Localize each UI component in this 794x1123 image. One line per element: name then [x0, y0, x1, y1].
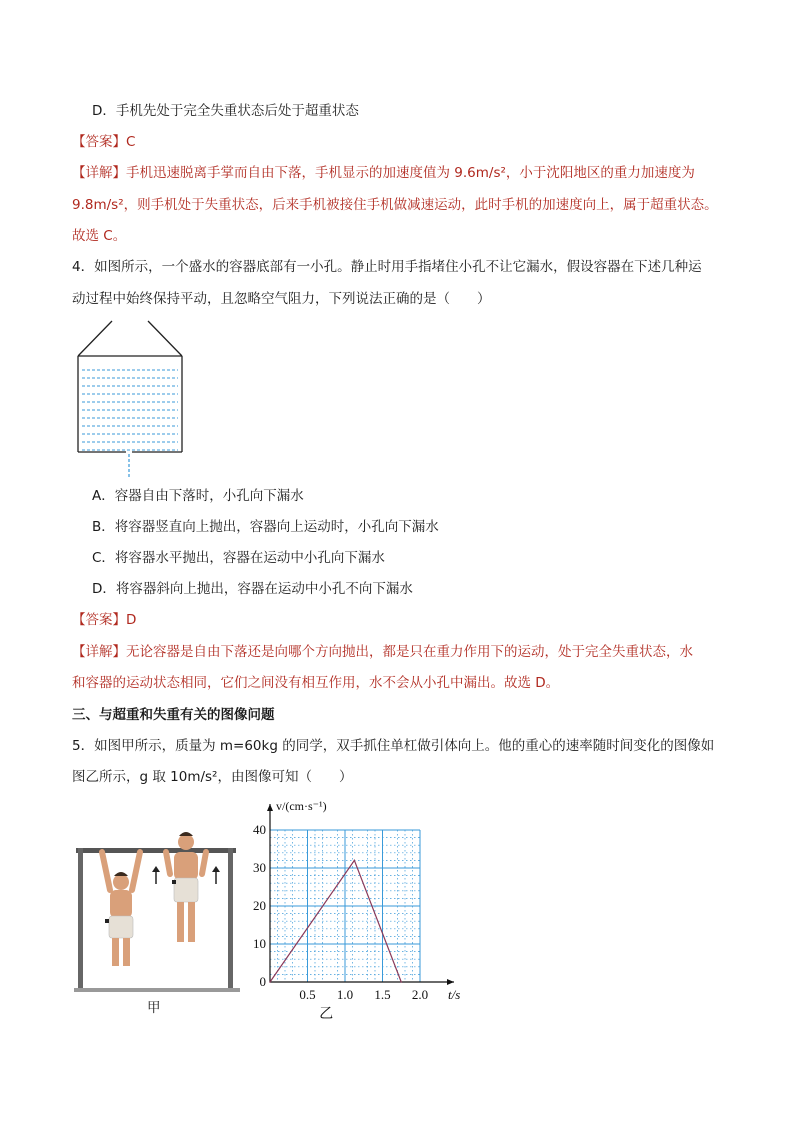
q4-option-a: A．容器自由下落时，小孔向下漏水	[92, 488, 304, 504]
q3-detail-line2: 9.8m/s²，则手机处于失重状态，后来手机被接住手机做减速运动，此时手机的加速度向上，属于超重状态。	[72, 197, 718, 213]
detail-text: 无论容器是自由下落还是向哪个方向抛出，都是只在重力作用下的运动，处于完全失重状态，水	[126, 644, 693, 660]
water-lines	[82, 370, 178, 450]
detail-text: 手机迅速脱离手掌而自由下落，手机显示的加速度值为 9.6m/s²，小于沈阳地区的重力加速度为	[126, 165, 695, 181]
q3-detail-line3: 故选 C。	[72, 228, 127, 244]
q3-answer-line	[72, 132, 135, 152]
up-arrow-right	[212, 866, 220, 884]
container-left-roof	[78, 321, 112, 356]
up-arrow-left	[152, 866, 160, 884]
container-right-roof	[148, 321, 182, 356]
answer-value: C	[126, 134, 136, 150]
y-axis-label: v/(cm·s⁻¹)	[276, 799, 327, 813]
chart-axes	[267, 804, 454, 985]
velocity-data-point	[269, 981, 271, 983]
q4-detail-line1	[72, 642, 693, 662]
y-tick-label: 20	[253, 898, 266, 913]
detail-tag: 【详解】	[72, 644, 126, 660]
velocity-data-point	[400, 981, 402, 983]
q4-answer-line	[72, 610, 136, 630]
q4-stem-line2: 动过程中始终保持平动，且忽略空气阻力，下列说法正确的是（ ）	[72, 291, 491, 307]
y-tick-label: 10	[253, 936, 266, 951]
answer-tag: 【答案】	[72, 134, 126, 150]
q4-detail-line2: 和容器的运动状态相同，它们之间没有相互作用，水不会从小孔中漏出。故选 D。	[72, 675, 560, 691]
water-container-figure	[74, 318, 186, 480]
y-tick-label: 40	[253, 822, 266, 837]
answer-tag: 【答案】	[72, 612, 126, 628]
answer-value: D	[126, 612, 137, 628]
q4-option-d: D．将容器斜向上抛出，容器在运动中小孔不向下漏水	[92, 581, 413, 597]
pullup-figure	[74, 826, 240, 994]
q3-detail-line1	[72, 163, 695, 183]
q3-option-d: D．手机先处于完全失重状态后处于超重状态	[92, 103, 359, 119]
section-heading: 三、与超重和失重有关的图像问题	[72, 707, 275, 723]
bar-left-post	[78, 848, 83, 992]
q4-option-c: C．将容器水平抛出，容器在运动中小孔向下漏水	[92, 550, 385, 566]
velocity-time-chart	[250, 796, 470, 1024]
x-tick-label: 1.0	[336, 987, 354, 1002]
person-hanging	[102, 852, 140, 966]
q4-stem-line1: 4．如图所示，一个盛水的容器底部有一小孔。静止时用手指堵住小孔不让它漏水，假设容器在下述几种运	[72, 259, 702, 275]
velocity-series-line	[270, 860, 401, 982]
fig-caption-right: 乙	[319, 1006, 334, 1022]
x-axis-label: t/s	[448, 987, 461, 1002]
q4-option-b: B．将容器竖直向上抛出，容器向上运动时，小孔向下漏水	[92, 519, 439, 535]
velocity-data-point	[354, 860, 356, 862]
q5-stem-line1: 5．如图甲所示，质量为 m=60kg 的同学，双手抓住单杠做引体向上。他的重心的速率随时间变化的图像如	[72, 738, 715, 754]
q5-stem-line2: 图乙所示，g 取 10m/s²，由图像可知（ ）	[72, 769, 353, 785]
origin-label: 0	[259, 974, 266, 989]
chart-labels	[253, 799, 460, 1022]
ground	[74, 988, 240, 992]
y-tick-label: 30	[253, 860, 266, 875]
chart-grid	[270, 830, 420, 982]
x-tick-label: 0.5	[299, 987, 316, 1002]
x-tick-label: 1.5	[374, 987, 391, 1002]
bar-right-post	[228, 848, 233, 992]
fig-caption-left: 甲	[147, 1000, 161, 1016]
y-axis-arrow	[267, 804, 273, 811]
x-axis-arrow	[447, 979, 454, 985]
x-tick-label: 2.0	[411, 987, 429, 1002]
detail-tag: 【详解】	[72, 165, 126, 181]
